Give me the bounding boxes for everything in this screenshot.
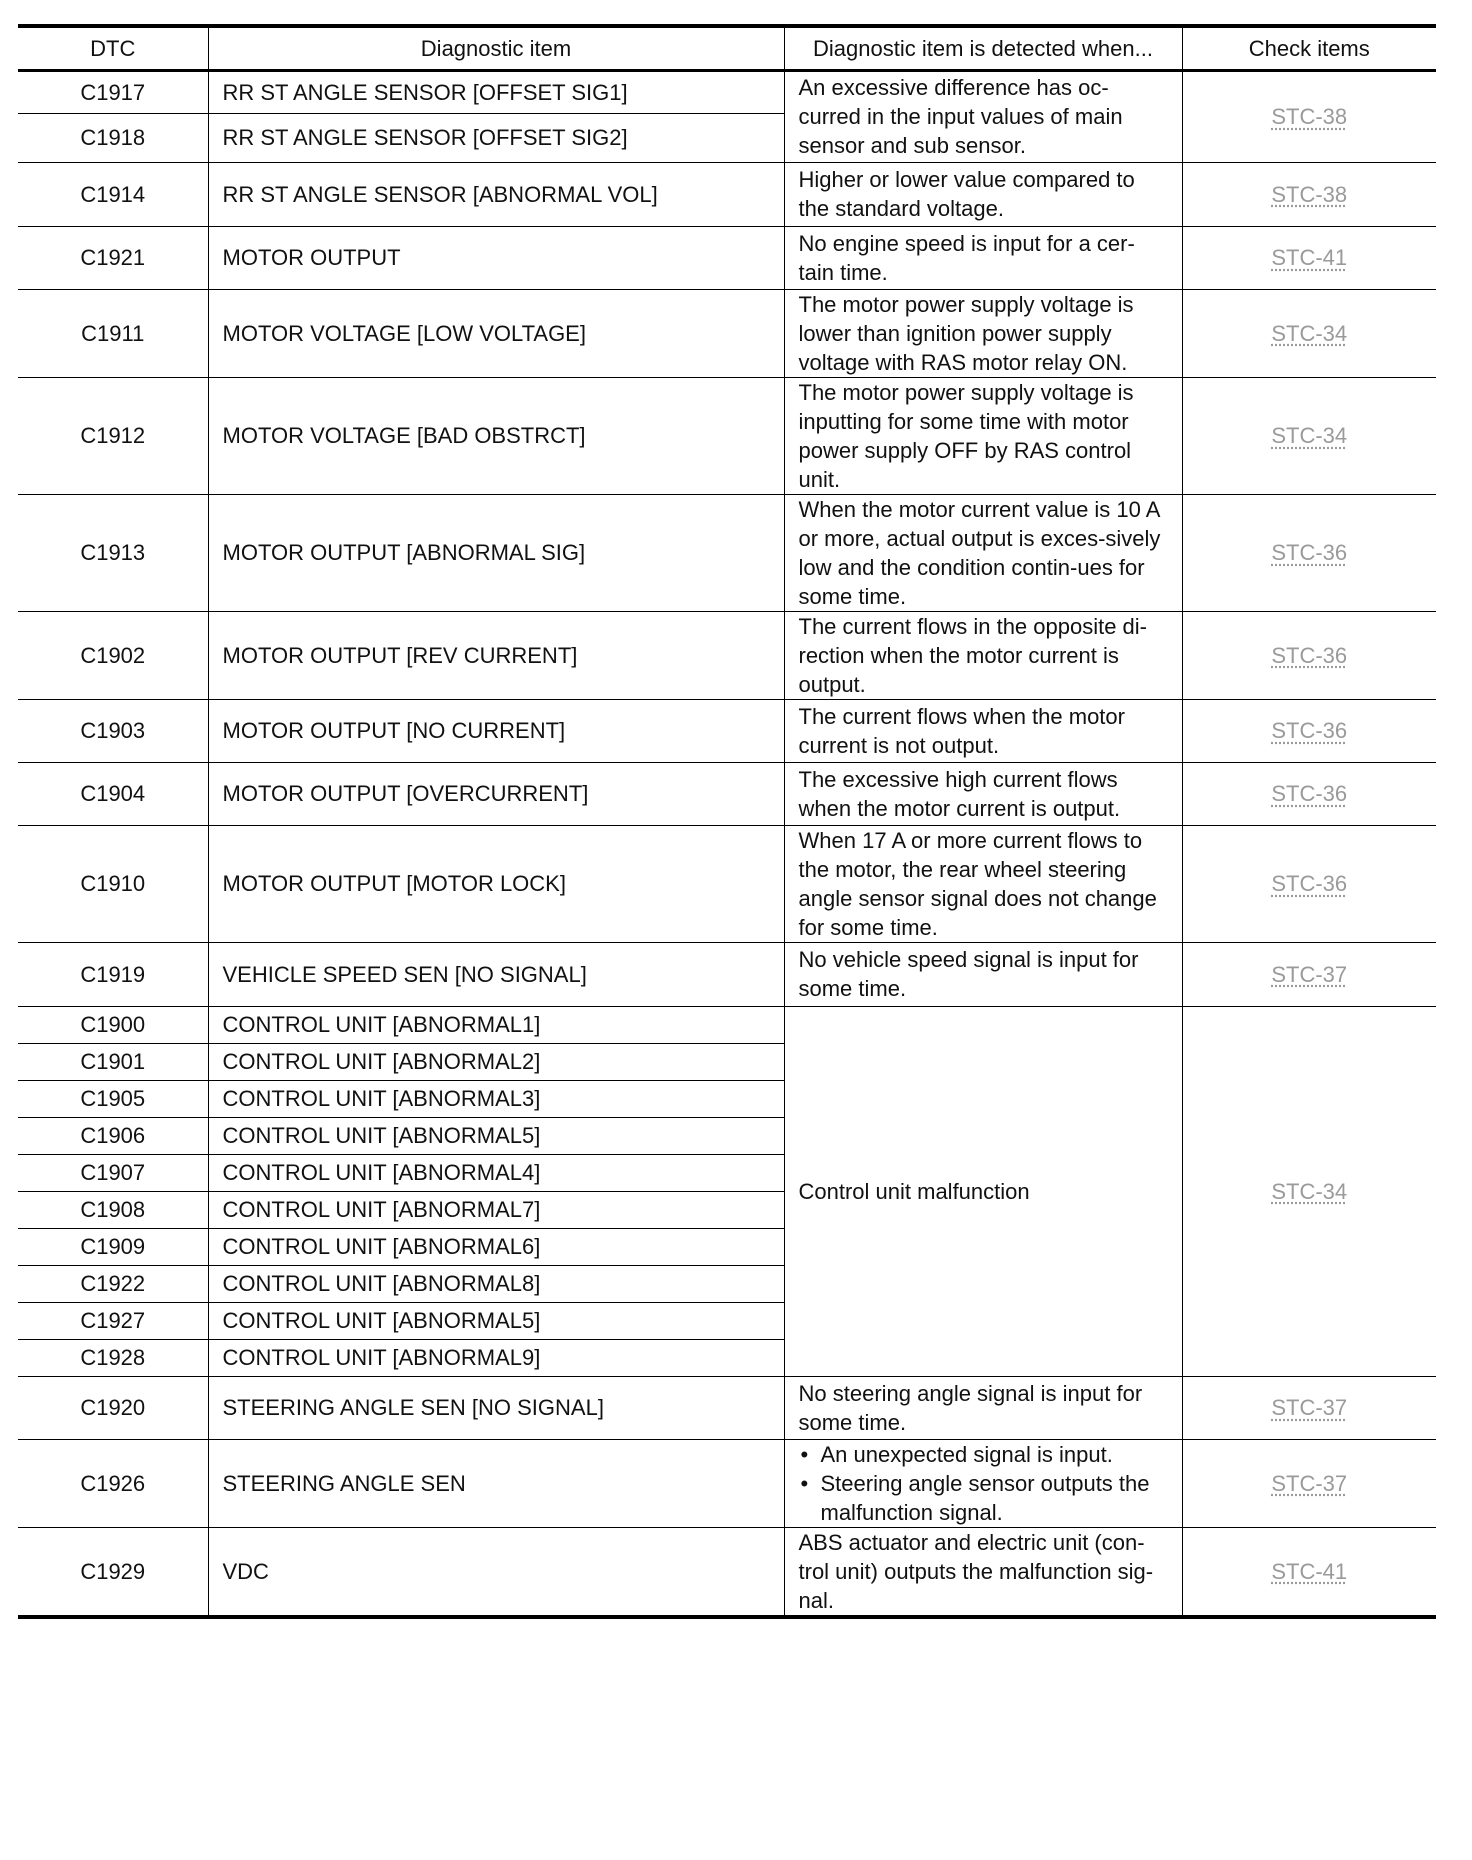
- detected-when: The current flows when the motor current is not output.: [784, 699, 1182, 762]
- check-item-cell: [1182, 699, 1436, 762]
- diagnostic-item: MOTOR OUTPUT [REV CURRENT]: [208, 611, 784, 699]
- check-item-link[interactable]: STC-37: [1271, 961, 1348, 987]
- diagnostic-item: CONTROL UNIT [ABNORMAL5]: [208, 1302, 784, 1339]
- check-item-cell: [1182, 1439, 1436, 1527]
- check-item-cell: [1182, 1527, 1436, 1617]
- dtc-code: C1903: [18, 699, 208, 762]
- dtc-code: C1909: [18, 1228, 208, 1265]
- diagnostic-item: CONTROL UNIT [ABNORMAL1]: [208, 1006, 784, 1043]
- detected-when: [784, 1439, 1182, 1527]
- header-dtc: DTC: [18, 26, 208, 70]
- check-item-link[interactable]: STC-41: [1271, 1558, 1348, 1584]
- table-row: [18, 1439, 1436, 1527]
- dtc-code: C1902: [18, 611, 208, 699]
- check-item-link[interactable]: STC-36: [1271, 718, 1348, 743]
- check-item-cell: [1182, 942, 1436, 1006]
- check-item-link[interactable]: STC-37: [1271, 1470, 1348, 1496]
- dtc-code: C1907: [18, 1154, 208, 1191]
- table-row: [18, 226, 1436, 289]
- header-check-items: Check items: [1182, 26, 1436, 70]
- diagnostic-item: CONTROL UNIT [ABNORMAL2]: [208, 1043, 784, 1080]
- detected-when: The current flows in the opposite di-rection when the motor current is output.: [784, 611, 1182, 699]
- dtc-code: C1913: [18, 494, 208, 611]
- dtc-code: C1901: [18, 1043, 208, 1080]
- detected-when: When the motor current value is 10 A or more, actual output is exces-sively low and the condition contin-ues for some time.: [784, 494, 1182, 611]
- dtc-code: C1922: [18, 1265, 208, 1302]
- diagnostic-item: RR ST ANGLE SENSOR [OFFSET SIG1]: [208, 70, 784, 113]
- header-diagnostic-item: Diagnostic item: [208, 26, 784, 70]
- detected-when: The motor power supply voltage is lower than ignition power supply voltage with RAS motor relay ON.: [784, 289, 1182, 377]
- dtc-code: C1926: [18, 1439, 208, 1527]
- dtc-code: C1900: [18, 1006, 208, 1043]
- detected-when: No engine speed is input for a cer-tain time.: [784, 226, 1182, 289]
- dtc-code: C1921: [18, 226, 208, 289]
- table-row: [18, 942, 1436, 1006]
- dtc-code: C1929: [18, 1527, 208, 1617]
- table-row: [18, 377, 1436, 494]
- dtc-code: C1928: [18, 1339, 208, 1376]
- dtc-code: C1906: [18, 1117, 208, 1154]
- dtc-code: C1918: [18, 113, 208, 162]
- diagnostic-item: VDC: [208, 1527, 784, 1617]
- detected-when-list: [799, 1440, 1168, 1527]
- diagnostic-item: CONTROL UNIT [ABNORMAL4]: [208, 1154, 784, 1191]
- check-item-link[interactable]: STC-41: [1271, 245, 1348, 270]
- table-row: [18, 162, 1436, 226]
- diagnostic-item: MOTOR OUTPUT [ABNORMAL SIG]: [208, 494, 784, 611]
- detected-when: No vehicle speed signal is input for some time.: [784, 942, 1182, 1006]
- detected-when: When 17 A or more current flows to the motor, the rear wheel steering angle sensor signal does not change for some time.: [784, 825, 1182, 942]
- diagnostic-item: VEHICLE SPEED SEN [NO SIGNAL]: [208, 942, 784, 1006]
- check-item-link[interactable]: STC-34: [1271, 423, 1348, 448]
- detected-when-bullet: • Steering angle sensor outputs the malfunction signal.: [799, 1469, 1168, 1527]
- table-row: [18, 1006, 1436, 1043]
- check-item-link[interactable]: STC-34: [1271, 320, 1348, 346]
- header-detected-when: Diagnostic item is detected when...: [784, 26, 1182, 70]
- diagnostic-item: CONTROL UNIT [ABNORMAL5]: [208, 1117, 784, 1154]
- detected-when: Higher or lower value compared to the standard voltage.: [784, 162, 1182, 226]
- dtc-code: C1920: [18, 1376, 208, 1439]
- detected-when: Control unit malfunction: [784, 1006, 1182, 1376]
- check-item-cell: [1182, 494, 1436, 611]
- detected-when: ABS actuator and electric unit (con-trol unit) outputs the malfunction sig-nal.: [784, 1527, 1182, 1617]
- check-item-cell: [1182, 70, 1436, 162]
- check-item-cell: [1182, 611, 1436, 699]
- dtc-code: C1908: [18, 1191, 208, 1228]
- detected-when: No steering angle signal is input for some time.: [784, 1376, 1182, 1439]
- dtc-code: C1912: [18, 377, 208, 494]
- check-item-cell: [1182, 825, 1436, 942]
- diagnostic-item: CONTROL UNIT [ABNORMAL8]: [208, 1265, 784, 1302]
- diagnostic-item: RR ST ANGLE SENSOR [OFFSET SIG2]: [208, 113, 784, 162]
- table-row: [18, 494, 1436, 611]
- table-row: [18, 1527, 1436, 1617]
- check-item-cell: [1182, 162, 1436, 226]
- check-item-link[interactable]: STC-36: [1271, 781, 1348, 806]
- table-row: [18, 825, 1436, 942]
- check-item-link[interactable]: STC-34: [1271, 1178, 1348, 1204]
- check-item-link[interactable]: STC-38: [1271, 104, 1348, 129]
- check-item-link[interactable]: STC-36: [1271, 540, 1348, 565]
- table-row: [18, 289, 1436, 377]
- check-item-link[interactable]: STC-36: [1271, 642, 1348, 668]
- diagnostic-item: RR ST ANGLE SENSOR [ABNORMAL VOL]: [208, 162, 784, 226]
- diagnostic-item: MOTOR OUTPUT [NO CURRENT]: [208, 699, 784, 762]
- diagnostic-item: CONTROL UNIT [ABNORMAL3]: [208, 1080, 784, 1117]
- diagnostic-item: STEERING ANGLE SEN [NO SIGNAL]: [208, 1376, 784, 1439]
- table-row: [18, 1376, 1436, 1439]
- diagnostic-item: MOTOR OUTPUT [MOTOR LOCK]: [208, 825, 784, 942]
- check-item-link[interactable]: STC-38: [1271, 181, 1348, 207]
- check-item-cell: [1182, 226, 1436, 289]
- diagnostic-item: MOTOR OUTPUT [OVERCURRENT]: [208, 762, 784, 825]
- check-item-cell: [1182, 289, 1436, 377]
- check-item-cell: [1182, 377, 1436, 494]
- dtc-code: C1905: [18, 1080, 208, 1117]
- diagnostic-item: MOTOR VOLTAGE [LOW VOLTAGE]: [208, 289, 784, 377]
- table-row: [18, 762, 1436, 825]
- dtc-code: C1904: [18, 762, 208, 825]
- dtc-code: C1927: [18, 1302, 208, 1339]
- diagnostic-item: CONTROL UNIT [ABNORMAL9]: [208, 1339, 784, 1376]
- check-item-link[interactable]: STC-36: [1271, 871, 1348, 896]
- check-item-cell: [1182, 762, 1436, 825]
- diagnostic-item: CONTROL UNIT [ABNORMAL7]: [208, 1191, 784, 1228]
- table-row: [18, 70, 1436, 113]
- check-item-link[interactable]: STC-37: [1271, 1395, 1348, 1420]
- check-item-cell: [1182, 1376, 1436, 1439]
- dtc-code: C1917: [18, 70, 208, 113]
- dtc-code: C1919: [18, 942, 208, 1006]
- dtc-code: C1910: [18, 825, 208, 942]
- dtc-code: C1914: [18, 162, 208, 226]
- diagnostic-item: MOTOR OUTPUT: [208, 226, 784, 289]
- check-item-cell: [1182, 1006, 1436, 1376]
- detected-when: An excessive difference has oc-curred in the input values of main sensor and sub sensor.: [784, 70, 1182, 162]
- table-row: [18, 699, 1436, 762]
- dtc-code: C1911: [18, 289, 208, 377]
- table-row: [18, 611, 1436, 699]
- dtc-table: [18, 24, 1436, 1619]
- detected-when-bullet: • An unexpected signal is input.: [799, 1440, 1168, 1469]
- diagnostic-item: MOTOR VOLTAGE [BAD OBSTRCT]: [208, 377, 784, 494]
- detected-when: The motor power supply voltage is inputting for some time with motor power supply OFF by RAS control unit.: [784, 377, 1182, 494]
- detected-when: The excessive high current flows when the motor current is output.: [784, 762, 1182, 825]
- diagnostic-item: CONTROL UNIT [ABNORMAL6]: [208, 1228, 784, 1265]
- table-header-row: [18, 26, 1436, 70]
- diagnostic-item: STEERING ANGLE SEN: [208, 1439, 784, 1527]
